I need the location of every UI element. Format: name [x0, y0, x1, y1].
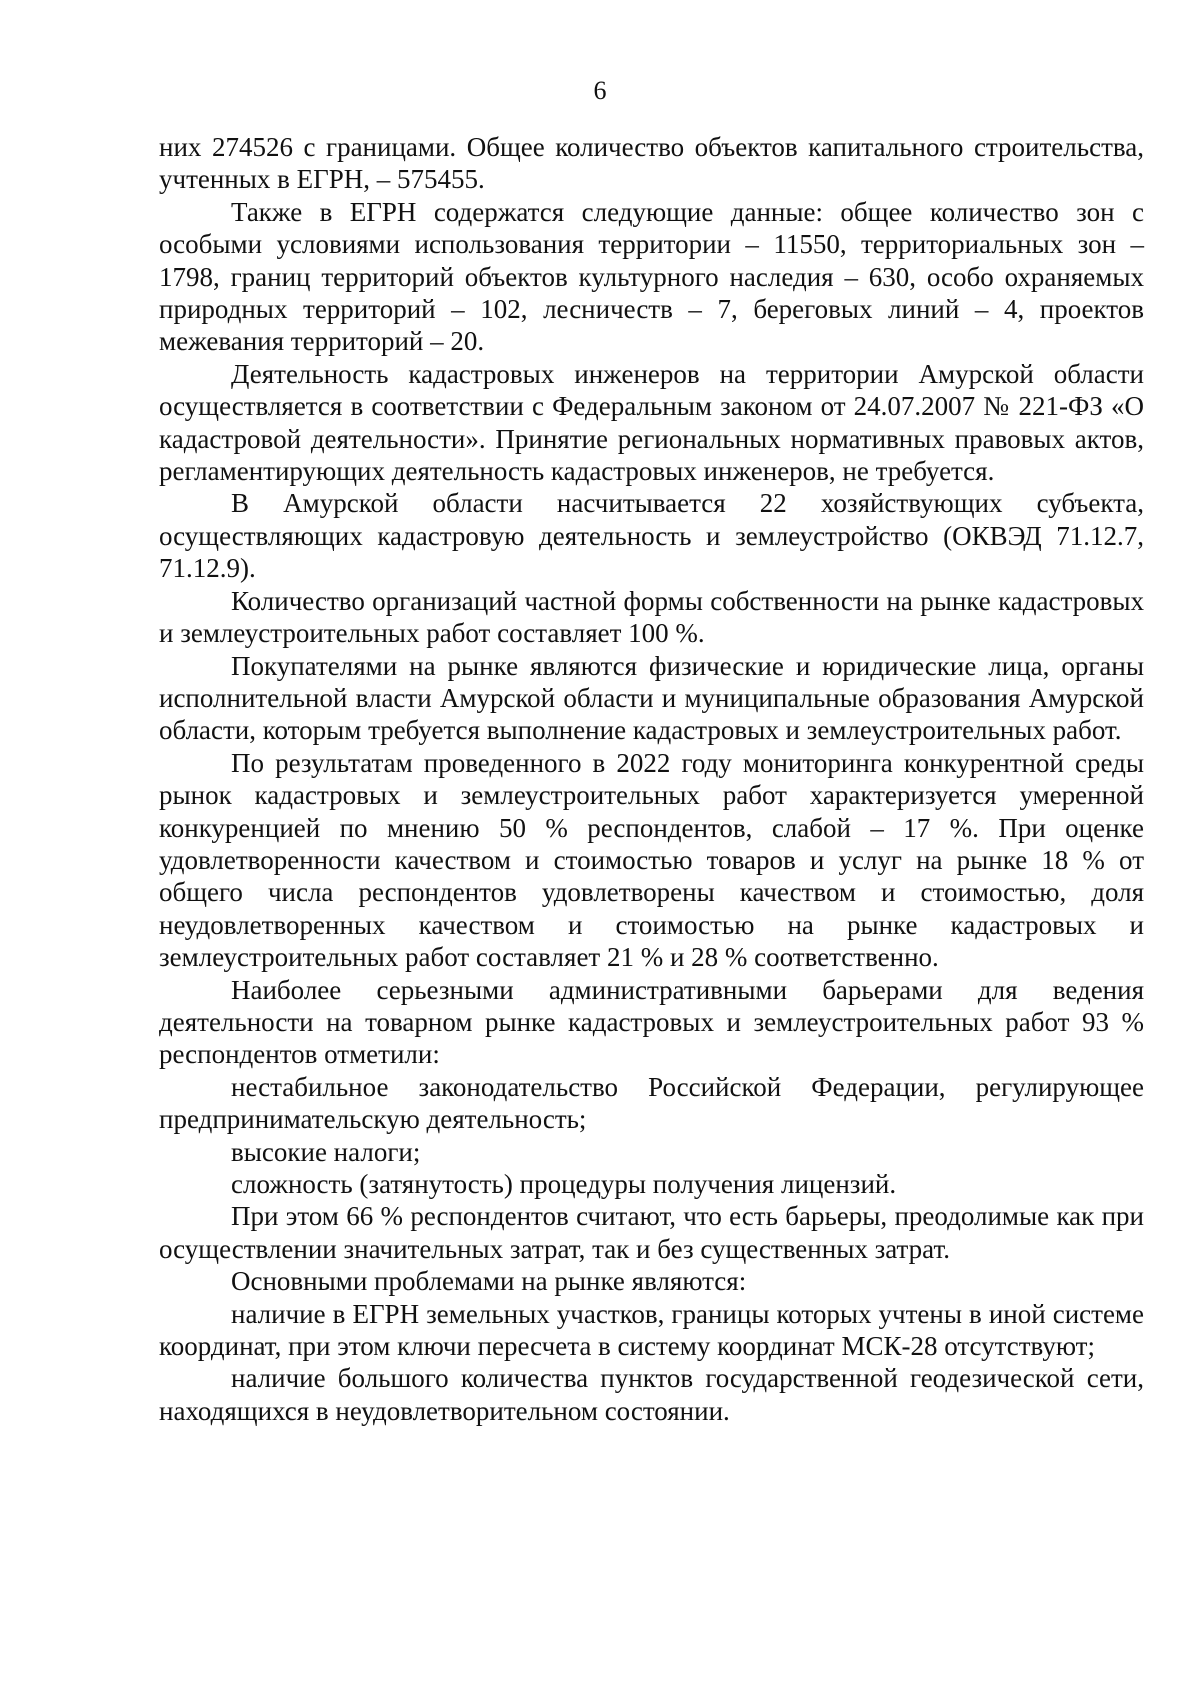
- page-number: 6: [593, 76, 607, 105]
- paragraph-surmountable-barriers: При этом 66 % респондентов считают, что есть барьеры, преодолимые как при осуществлении значительных затрат, так и без существенных затрат.: [159, 1201, 1144, 1264]
- list-item-geodetic-network: наличие большого количества пунктов государственной геодезической сети, находящихся в неудовлетворительном состоянии.: [159, 1363, 1144, 1426]
- paragraph-cadastral-engineers: Деятельность кадастровых инженеров на территории Амурской области осуществляется в соответствии с Федеральным законом от 24.07.2007 № 221-ФЗ «О кадастровой деятельности». Принятие региональных нормативных правовых актов, регламентирующих деятельность кадастровых инженеров, не требуется.: [159, 358, 1144, 487]
- list-item-legislation: нестабильное законодательство Российской Федерации, регулирующее предпринимательскую деятельность;: [159, 1071, 1144, 1135]
- paragraph-continuation: них 274526 с границами. Общее количество объектов капитального строительства, учтенных в ЕГРН, – 575455.: [159, 132, 1144, 195]
- paragraph-problems-intro: Основными проблемами на рынке являются:: [231, 1266, 747, 1297]
- paragraph-monitoring-results: По результатам проведенного в 2022 году мониторинга конкурентной среды рынок кадастровых и землеустроительных работ характеризуется умеренной конкуренцией по мнению 50 % респондентов, слабой – 17 %. При оценке удовлетворенности качеством и стоимостью товаров и услуг на рынке 18 % от общего числа респондентов удовлетворены качеством и стоимостью, доля неудовлетворенных качеством и стоимостью на рынке кадастровых и землеустроительных работ составляет 21 % и 28 % соответственно.: [159, 747, 1144, 973]
- list-item-coordinate-system: наличие в ЕГРН земельных участков, границы которых учтены в иной системе координат, при этом ключи пересчета в систему координат МСК-28 отсутствуют;: [159, 1298, 1144, 1362]
- paragraph-barriers-intro: Наиболее серьезными административными барьерами для ведения деятельности на товарном рынке кадастровых и землеустроительных работ 93 % респондентов отметили:: [159, 974, 1144, 1070]
- paragraph-private-organizations: Количество организаций частной формы собственности на рынке кадастровых и землеустроительных работ составляет 100 %.: [159, 585, 1144, 649]
- document-body: [159, 131, 1144, 1427]
- list-item-taxes: высокие налоги;: [231, 1136, 421, 1167]
- paragraph-egrn-data: Также в ЕГРН содержатся следующие данные: общее количество зон с особыми условиями использования территории – 11550, территориальных зон – 1798, границ территорий объектов культурного наследия – 630, особо охраняемых природных территорий – 102, лесничеств – 7, береговых линий – 4, проектов межевания территорий – 20.: [159, 196, 1144, 357]
- list-item-licensing: сложность (затянутость) процедуры получения лицензий.: [231, 1169, 897, 1199]
- paragraph-business-entities: В Амурской области насчитывается 22 хозяйствующих субъекта, осуществляющих кадастровую деятельность и землеустройство (ОКВЭД 71.12.7, 71.12.9).: [159, 488, 1144, 584]
- paragraph-buyers: Покупателями на рынке являются физические и юридические лица, органы исполнительной власти Амурской области и муниципальные образования Амурской области, которым требуется выполнение кадастровых и землеустроительных работ.: [159, 650, 1144, 746]
